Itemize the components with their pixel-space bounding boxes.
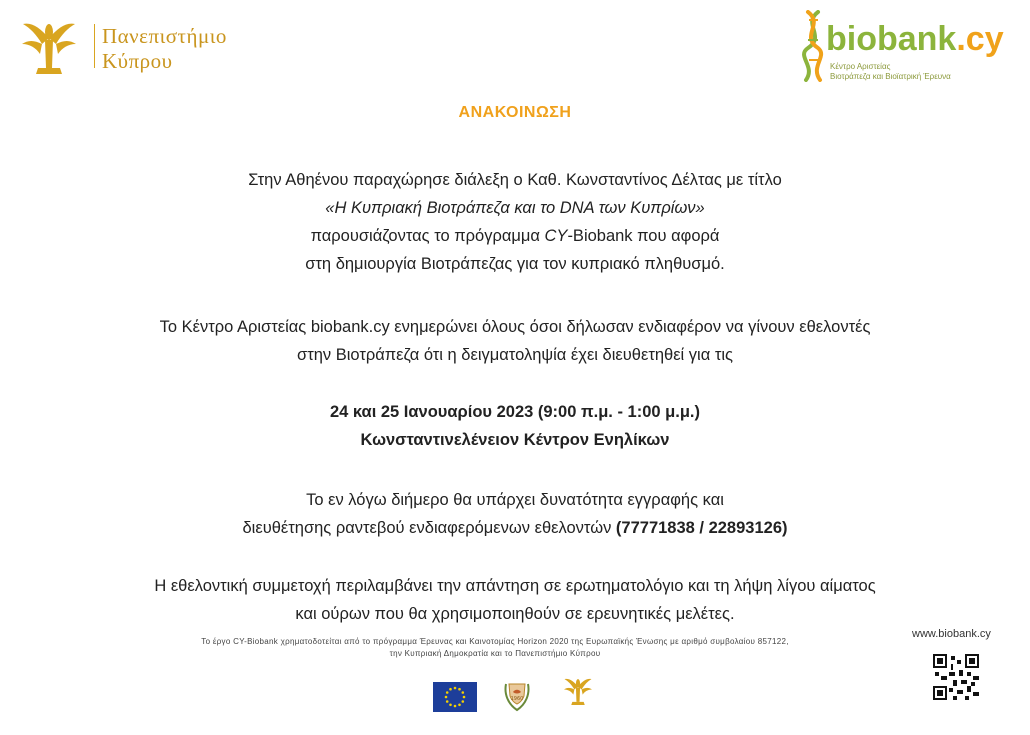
paragraph-line <box>0 222 1030 250</box>
paragraph-registration <box>0 486 1030 542</box>
event-details <box>0 398 1030 454</box>
paragraph-line: Η εθελοντική συμμετοχή περιλαμβάνει την απάντηση σε ερωτηματολόγιο και τη λήψη λίγου αίματος <box>154 577 876 595</box>
biobank-logo <box>796 8 1016 88</box>
text-segment: παρουσιάζοντας το πρόγραμμα <box>310 227 545 245</box>
lecture-title: «Η Κυπριακή Βιοτράπεζα και το DNA των Κυπρίων» <box>325 199 705 217</box>
paragraph-participation <box>0 572 1030 628</box>
eu-flag-icon <box>433 682 477 712</box>
paragraph-line: Στην Αθηένου παραχώρησε διάλεξη ο Καθ. Κωνσταντίνος Δέλτας με τίτλο <box>248 171 782 189</box>
paragraph-line: στην Βιοτράπεζα ότι η δειγματοληψία έχει διευθετηθεί για τις <box>297 346 733 364</box>
university-name-line2: Κύπρου <box>102 49 173 73</box>
funding-line2: την Κυπριακή Δημοκρατία και το Πανεπιστήμιο Κύπρου <box>389 649 601 658</box>
funding-statement <box>0 636 990 660</box>
biobank-subtitle-line2: Βιοτράπεζα και Βιοϊατρική Έρευνα <box>830 72 951 81</box>
paragraph-line <box>0 514 1030 542</box>
funding-line1: Το έργο CY-Biobank χρηματοδοτείται από το πρόγραμμα Έρευνας και Καινοτομίας Horizon 2020 της Ευρωπαϊκής Ένωσης με αριθμό συμβολαίου 857122, <box>201 637 789 646</box>
logo-divider <box>94 24 95 68</box>
website-link[interactable]: www.biobank.cy <box>912 628 991 640</box>
university-name-line1: Πανεπιστήμιο <box>102 24 227 48</box>
text-segment: -Biobank που αφορά <box>567 227 720 245</box>
university-emblem-icon <box>20 18 78 76</box>
paragraph-line: και ούρων που θα χρησιμοποιηθούν σε ερευνητικές μελέτες. <box>295 605 735 623</box>
university-logo <box>20 18 260 78</box>
event-venue: Κωνσταντινελένειον Κέντρον Ενηλίκων <box>360 431 670 449</box>
paragraph-lecture <box>0 166 1030 278</box>
paragraph-line: στη δημιουργία Βιοτράπεζας για τον κυπριακό πληθυσμό. <box>305 255 725 273</box>
announcement-heading: ΑΝΑΚΟΙΝΩΣΗ <box>458 104 572 121</box>
paragraph-line: Το εν λόγω διήμερο θα υπάρχει δυνατότητα εγγραφής και <box>306 491 724 509</box>
phone-numbers: (77771838 / 22893126) <box>615 519 788 537</box>
cyprus-emblem-icon <box>500 676 534 714</box>
event-dates: 24 και 25 Ιανουαρίου 2023 (9:00 π.μ. - 1:00 μ.μ.) <box>329 403 701 421</box>
svg-text:1960: 1960 <box>510 696 524 702</box>
paragraph-notice <box>0 313 1030 369</box>
paragraph-line: Το Κέντρο Αριστείας biobank.cy ενημερώνει όλους όσοι δήλωσαν ενδιαφέρον να γίνουν εθελοντές <box>159 318 871 336</box>
text-segment: διευθέτησης ραντεβού ενδιαφερόμενων εθελοντών <box>242 519 616 537</box>
biobank-wordmark-main: biobank <box>826 20 957 58</box>
text-segment-italic: CY <box>544 227 568 245</box>
qr-code-icon[interactable] <box>933 654 979 700</box>
biobank-subtitle-line1: Κέντρο Αριστείας <box>830 62 891 71</box>
biobank-wordmark-tld: .cy <box>956 20 1004 58</box>
biobank-wordmark <box>826 20 1004 59</box>
university-emblem-small-icon <box>563 676 593 706</box>
